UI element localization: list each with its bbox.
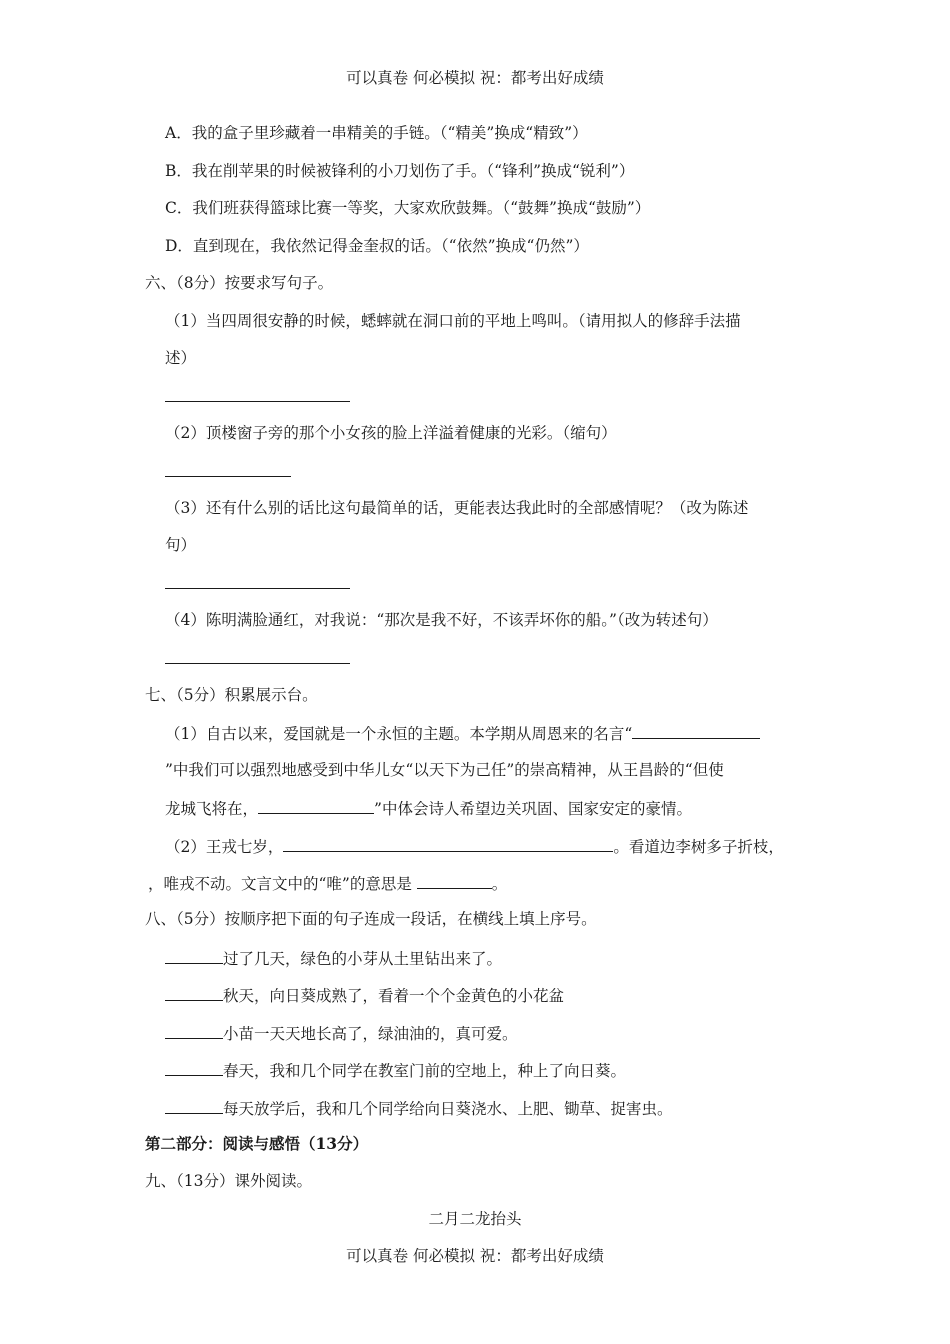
- q6-answer-line-4[interactable]: [165, 647, 350, 669]
- q7-line-3-text-a: 龙城飞将在，: [165, 800, 259, 818]
- q7-line-1: [165, 722, 760, 744]
- q7-title: 七、（5分）积累展示台。: [145, 686, 318, 704]
- q8-title: 八、（5分）按顺序把下面的句子连成一段话，在横线上填上序号。: [145, 910, 597, 928]
- q8-item: [165, 1022, 518, 1044]
- q6-sentence-2: （2）顶楼窗子旁的那个小女孩的脸上洋溢着健康的光彩。（缩句）: [165, 424, 617, 442]
- q6-answer-line-3[interactable]: [165, 572, 350, 594]
- page-header: 可以真卷 何必模拟 祝：都考出好成绩: [346, 69, 604, 87]
- q7-line-1-text: （1）自古以来，爱国就是一个永恒的主题。本学期从周恩来的名言“: [165, 725, 633, 743]
- q8-item: [165, 984, 564, 1006]
- q7-line-3: [165, 797, 692, 819]
- q7-line-5-text-b: 。: [491, 875, 508, 893]
- q8-item-text: 小苗一天天地长高了，绿油油的，真可爱。: [223, 1025, 518, 1043]
- q6-sentence-1: （1）当四周很安静的时候，蟋蟀就在洞口前的平地上鸣叫。（请用拟人的修辞手法描: [165, 312, 741, 330]
- q7-line-5-text-a: ，唯戎不动。文言文中的“唯”的意思是: [148, 875, 417, 893]
- q8-item-text: 秋天，向日葵成熟了，看着一个个金黄色的小花盆: [223, 987, 565, 1005]
- q7-line-4-text-a: （2）王戎七岁，: [165, 838, 284, 856]
- q7-line-3-text-b: ”中体会诗人希望边关巩固、国家安定的豪情。: [374, 800, 692, 818]
- q6-answer-line-1[interactable]: [165, 385, 350, 407]
- page-footer: 可以真卷 何必模拟 祝：都考出好成绩: [346, 1247, 604, 1265]
- q8-order-blank[interactable]: [165, 1022, 223, 1039]
- q8-item-text: 过了几天，绿色的小芽从土里钻出来了。: [223, 950, 503, 968]
- q8-item: [165, 947, 502, 969]
- q7-line-2: ”中我们可以强烈地感受到中华儿女“以天下为己任”的崇高精神，从王昌龄的“但使: [165, 761, 724, 779]
- q6-sentence-1-cont: 述）: [165, 349, 197, 367]
- q7-line-5: [148, 872, 507, 894]
- q5-option-c: C．我们班获得篮球比赛一等奖，大家欢欣鼓舞。（“鼓舞”换成“鼓励”）: [165, 199, 651, 217]
- q5-option-a: A．我的盒子里珍藏着一串精美的手链。（“精美”换成“精致”）: [165, 124, 588, 142]
- q6-title: 六、（8分）按要求写句子。: [145, 274, 334, 292]
- q7-blank-1[interactable]: [632, 722, 760, 739]
- q8-order-blank[interactable]: [165, 984, 223, 1001]
- q7-blank-3[interactable]: [283, 835, 613, 852]
- q8-item-text: 每天放学后，我和几个同学给向日葵浇水、上肥、锄草、捉害虫。: [223, 1100, 673, 1118]
- q8-order-blank[interactable]: [165, 1059, 223, 1076]
- part2-heading: 第二部分：阅读与感悟（13分）: [145, 1134, 369, 1153]
- q8-order-blank[interactable]: [165, 1097, 223, 1114]
- q7-blank-2[interactable]: [258, 797, 374, 814]
- q6-sentence-3: （3）还有什么别的话比这句最简单的话，更能表达我此时的全部感情呢？（改为陈述: [165, 499, 749, 517]
- q6-sentence-3-cont: 句）: [165, 536, 197, 554]
- q9-title: 九、（13分）课外阅读。: [145, 1172, 312, 1190]
- passage-title: 二月二龙抬头: [428, 1210, 522, 1228]
- q8-item: [165, 1097, 673, 1119]
- q8-item-text: 春天，我和几个同学在教室门前的空地上，种上了向日葵。: [223, 1062, 627, 1080]
- q7-blank-4[interactable]: [417, 872, 492, 889]
- q7-line-4-text-b: 。看道边李树多子折枝，: [613, 838, 784, 856]
- q6-sentence-4: （4）陈明满脸通红，对我说：“那次是我不好，不该弄坏你的船。”（改为转述句）: [165, 611, 718, 629]
- q8-item: [165, 1059, 626, 1081]
- q5-option-d: D．直到现在，我依然记得金奎叔的话。（“依然”换成“仍然”）: [165, 237, 589, 255]
- q6-answer-line-2[interactable]: [165, 460, 291, 482]
- q8-order-blank[interactable]: [165, 947, 223, 964]
- q5-option-b: B．我在削苹果的时候被锋利的小刀划伤了手。（“锋利”换成“锐利”）: [165, 162, 635, 180]
- q7-line-4: [165, 835, 784, 857]
